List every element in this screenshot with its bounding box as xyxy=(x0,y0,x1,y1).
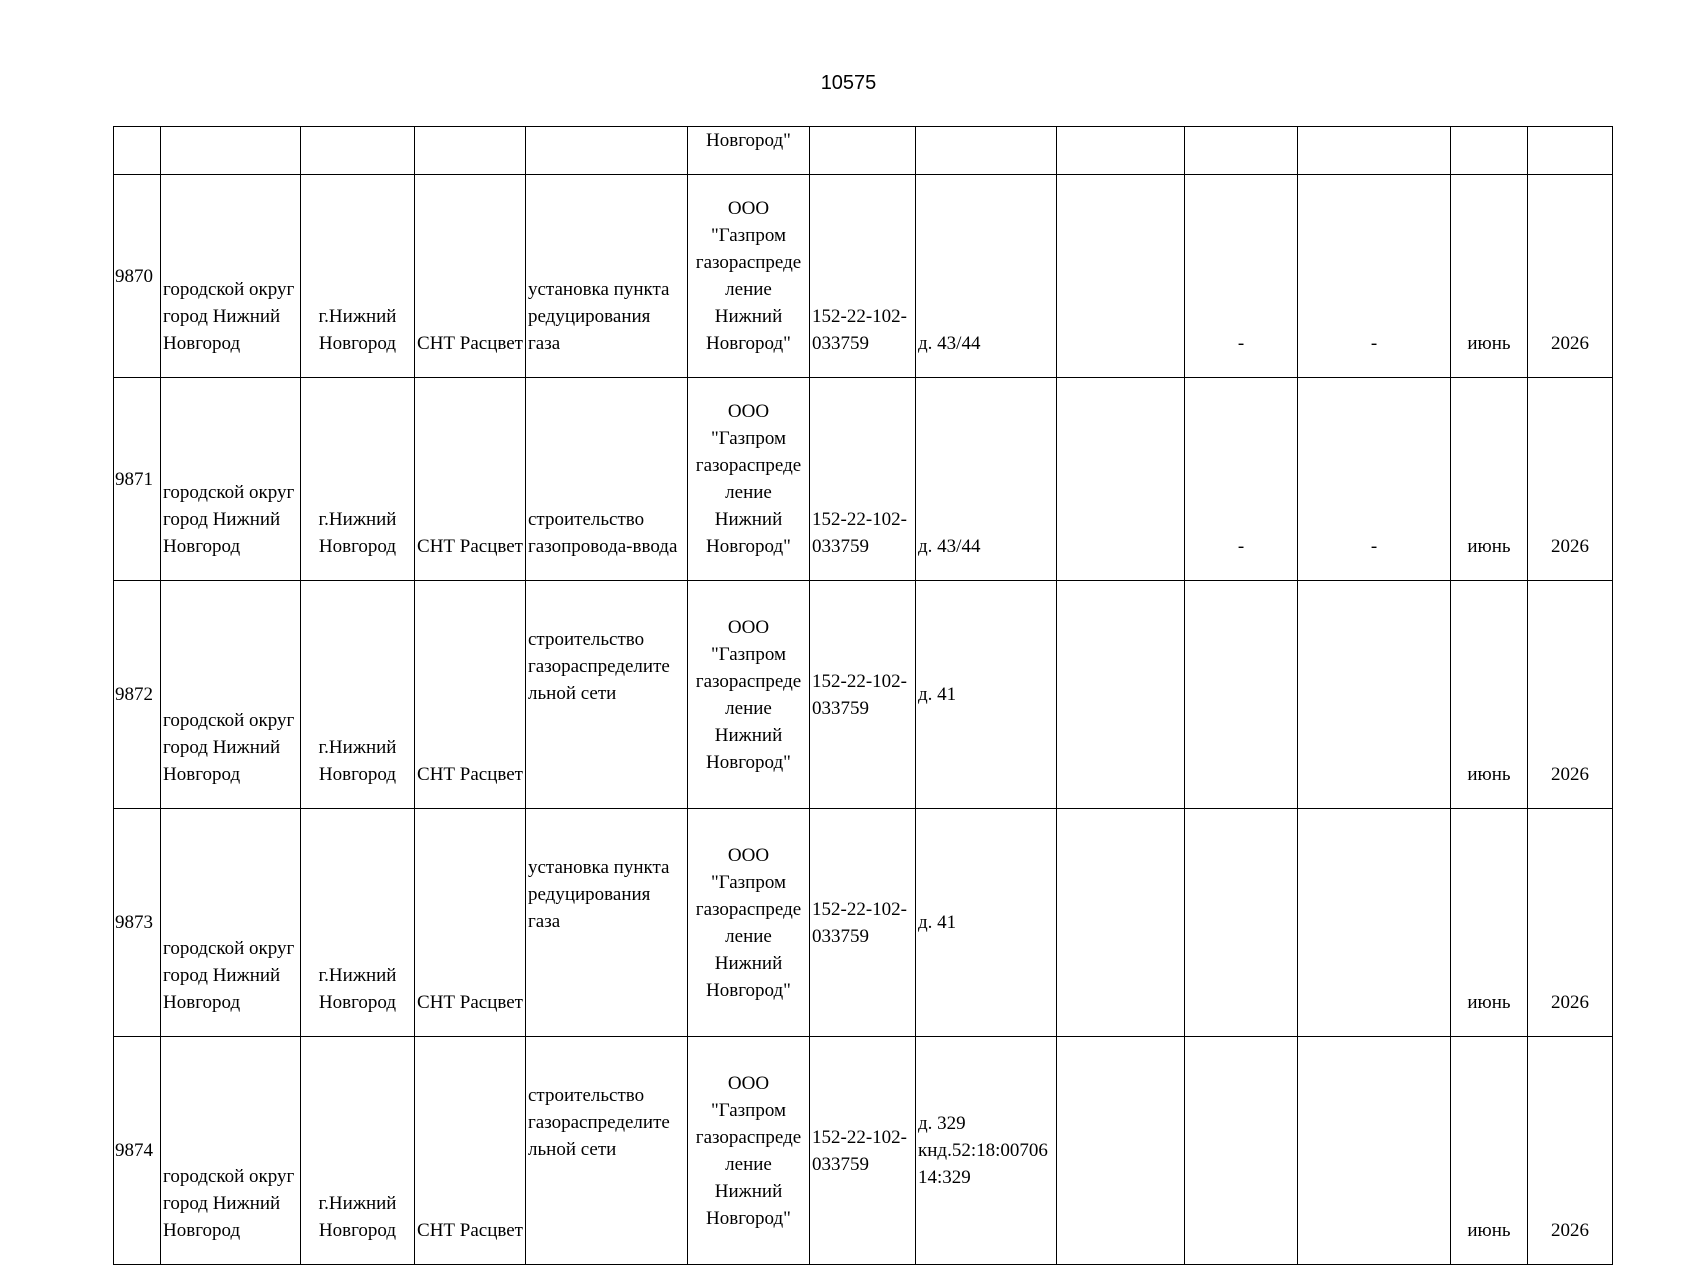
address-cell: д. 43/44 xyxy=(916,175,1057,378)
table-row xyxy=(114,378,1613,581)
month-cell: июнь xyxy=(1451,378,1528,581)
month-cell: июнь xyxy=(1451,175,1528,378)
col11-cell: - xyxy=(1298,175,1451,378)
row-number-cell: 9870 xyxy=(114,175,161,378)
year-cell: 2026 xyxy=(1528,175,1613,378)
city-cell: г.Нижний Новгород xyxy=(301,175,415,378)
snt-cell: СНТ Расцвет xyxy=(415,1037,526,1265)
address-cell: д. 41 xyxy=(916,581,1057,809)
table-row xyxy=(114,581,1613,809)
col9-cell xyxy=(1057,809,1185,1037)
district-cell: городской округ город Нижний Новгород xyxy=(161,175,301,378)
year-cell: 2026 xyxy=(1528,378,1613,581)
operator-cell: ООО "Газпром газораспреде ление Нижний Новгород" xyxy=(688,175,810,378)
col10-cell: - xyxy=(1185,378,1298,581)
col9-cell xyxy=(1057,581,1185,809)
code-cell: 152-22-102-033759 xyxy=(810,175,916,378)
work-cell: установка пункта редуцирования газа xyxy=(526,175,688,378)
month-cell: июнь xyxy=(1451,1037,1528,1265)
row-number-cell: 9873 xyxy=(114,809,161,1037)
operator-cell: ООО "Газпром газораспреде ление Нижний Новгород" xyxy=(688,378,810,581)
work-cell: установка пункта редуцирования газа xyxy=(526,809,688,1037)
table-row xyxy=(114,175,1613,378)
row-number-cell: 9871 xyxy=(114,378,161,581)
work-cell: строительство газораспределите льной сети xyxy=(526,581,688,809)
snt-cell: СНТ Расцвет xyxy=(415,378,526,581)
city-cell: г.Нижний Новгород xyxy=(301,809,415,1037)
row-number-cell: 9872 xyxy=(114,581,161,809)
address-cell: д. 329 кнд.52:18:00706 14:329 xyxy=(916,1037,1057,1265)
works-table xyxy=(113,126,1613,1265)
col10-cell xyxy=(1185,1037,1298,1265)
work-cell: строительство газопровода-ввода xyxy=(526,378,688,581)
district-cell: городской округ город Нижний Новгород xyxy=(161,581,301,809)
address-cell: д. 41 xyxy=(916,809,1057,1037)
col11-cell xyxy=(1298,581,1451,809)
district-cell: городской округ город Нижний Новгород xyxy=(161,1037,301,1265)
city-cell: г.Нижний Новгород xyxy=(301,581,415,809)
col9-cell xyxy=(1057,175,1185,378)
col11-cell: - xyxy=(1298,378,1451,581)
col10-cell xyxy=(1185,809,1298,1037)
code-cell: 152-22-102-033759 xyxy=(810,809,916,1037)
operator-cell: ООО "Газпром газораспреде ление Нижний Новгород" xyxy=(688,581,810,809)
table-row xyxy=(114,809,1613,1037)
address-cell: д. 43/44 xyxy=(916,378,1057,581)
operator-cell: ООО "Газпром газораспреде ление Нижний Новгород" xyxy=(688,1037,810,1265)
col9-cell xyxy=(1057,1037,1185,1265)
col9-cell xyxy=(1057,378,1185,581)
city-cell: г.Нижний Новгород xyxy=(301,378,415,581)
month-cell: июнь xyxy=(1451,809,1528,1037)
district-cell: городской округ город Нижний Новгород xyxy=(161,378,301,581)
snt-cell: СНТ Расцвет xyxy=(415,809,526,1037)
year-cell: 2026 xyxy=(1528,581,1613,809)
col11-cell xyxy=(1298,1037,1451,1265)
col11-cell xyxy=(1298,809,1451,1037)
code-cell: 152-22-102-033759 xyxy=(810,378,916,581)
code-cell: 152-22-102-033759 xyxy=(810,581,916,809)
operator-cell: ООО "Газпром газораспреде ление Нижний Новгород" xyxy=(688,809,810,1037)
table-row-continuation xyxy=(114,127,1613,175)
snt-cell: СНТ Расцвет xyxy=(415,581,526,809)
code-cell: 152-22-102-033759 xyxy=(810,1037,916,1265)
year-cell: 2026 xyxy=(1528,1037,1613,1265)
year-cell: 2026 xyxy=(1528,809,1613,1037)
table-row xyxy=(114,1037,1613,1265)
work-cell: строительство газораспределите льной сети xyxy=(526,1037,688,1265)
snt-cell: СНТ Расцвет xyxy=(415,175,526,378)
col10-cell xyxy=(1185,581,1298,809)
col10-cell: - xyxy=(1185,175,1298,378)
month-cell: июнь xyxy=(1451,581,1528,809)
district-cell: городской округ город Нижний Новгород xyxy=(161,809,301,1037)
city-cell: г.Нижний Новгород xyxy=(301,1037,415,1265)
operator-cell: Новгород" xyxy=(688,127,810,175)
page-number: 10575 xyxy=(820,72,877,94)
row-number-cell: 9874 xyxy=(114,1037,161,1265)
